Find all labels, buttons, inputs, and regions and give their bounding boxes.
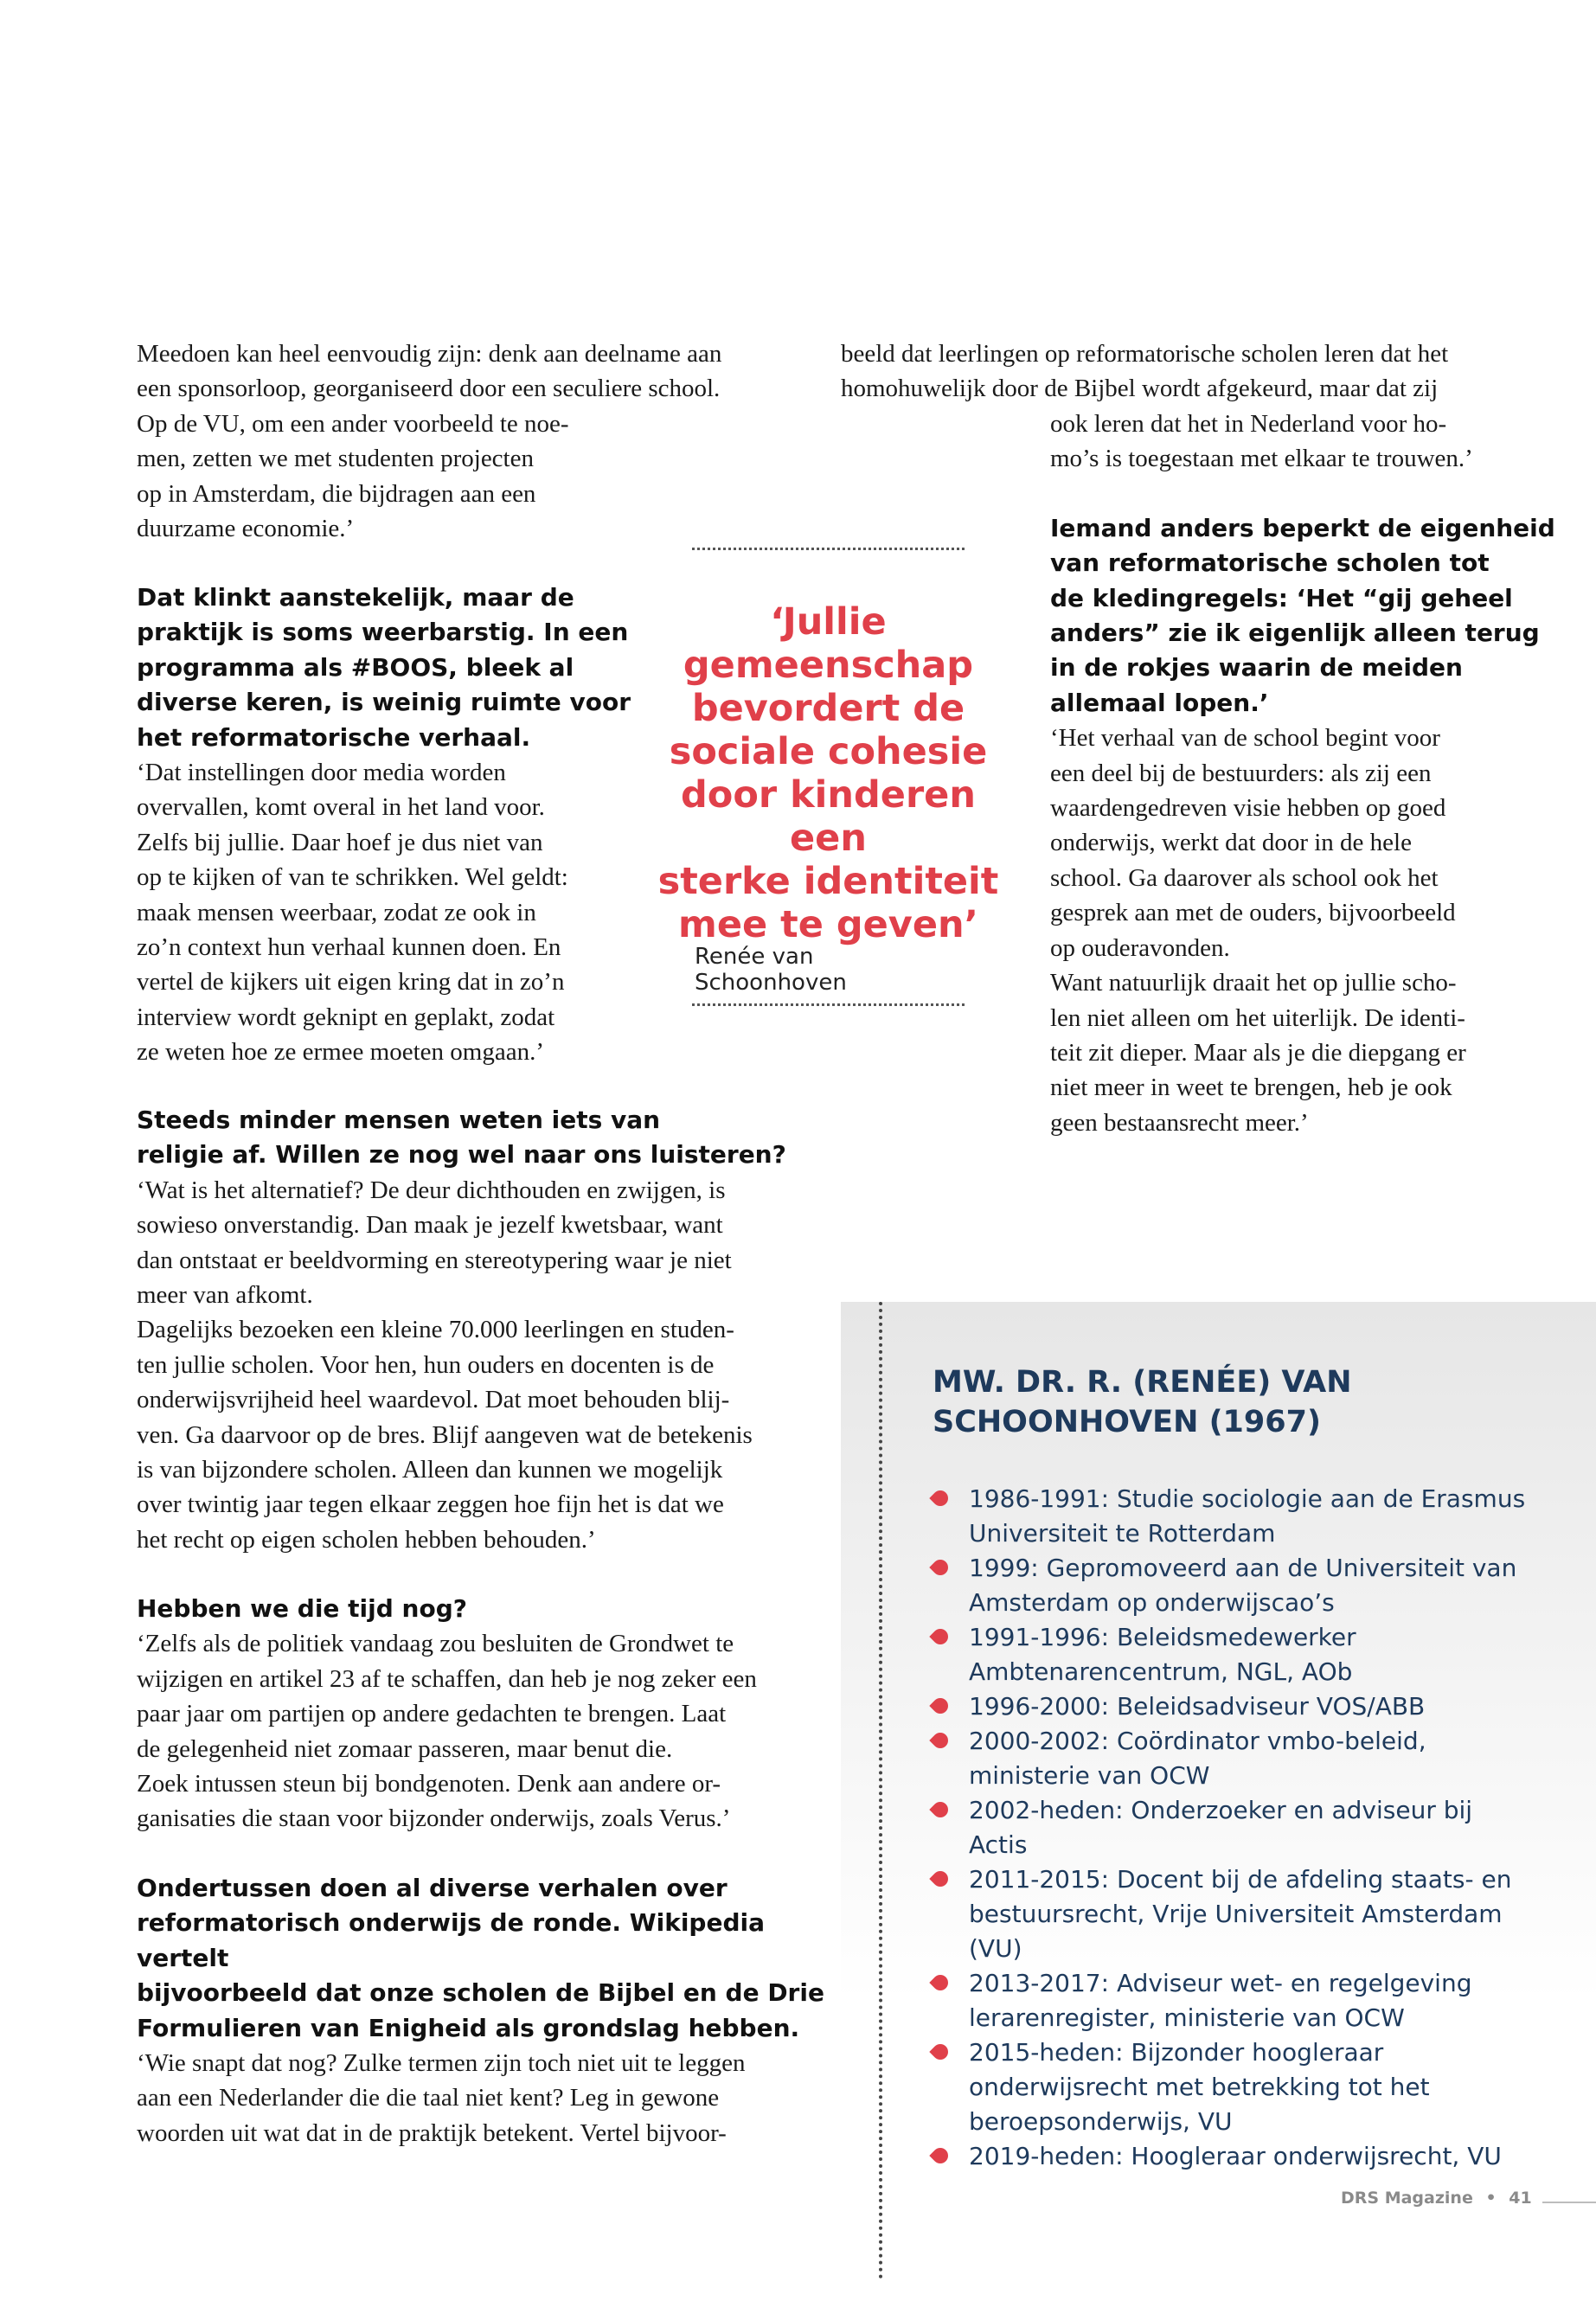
bio-item: 2011-2015: Docent bij de afdeling staats- en bestuursrecht, Vrije Universiteit Amsterdam (VU)	[933, 1862, 1538, 1966]
question-text: Ondertussen doen al diverse verhalen over reformatorisch onderwijs de ronde. Wikipedia vertelt bijvoorbeeld dat onze scholen de Bijbel en de Drie Formulieren van Enigheid als grondslag hebben.	[137, 1874, 824, 2042]
bullet-icon	[929, 1625, 951, 1647]
answer-text: ‘Wie snapt dat nog? Zulke termen zijn toch niet uit te leggen aan een Nederlander die die taal niet kent? Leg in gewone woorden uit wat dat in de praktijk betekent. Vertel bijvoor-	[137, 2049, 746, 2147]
answer-text: ‘Zelfs als de politiek vandaag zou besluiten de Grondwet te wijzigen en artikel 23 af te schaffen, dan heb je nog zeker een paar jaar om partijen op andere gedachten te brengen. Laat de gelegenheid niet zomaar passeren, maar benut die. Zoek intussen steun bij bondgenoten. Denk aan andere or- ganisaties die staan voor bijzonder onderwijs, zoals Verus.’	[137, 1630, 757, 1833]
paragraph-intro: Meedoen kan heel eenvoudig zijn: denk aan deelname aan een sponsorloop, georganiseerd door een seculiere school. Op de VU, om een ander voorbeeld te noe- men, zetten we met studenten projecten op in Amsterdam, die bijdragen aan een duurzame economie.’	[137, 340, 722, 543]
bullet-icon	[929, 1798, 951, 1820]
answer-5: ‘Het verhaal van de school begint voor een deel bij de bestuurders: als zij een waardengedreven visie hebben op goed onderwijs, werkt dat door in de hele school. Ga daarover als school ook het gesprek aan met de ouders, bijvoorbeeld op ouderavonden. Want natuurlijk draait het op jullie scho- len niet alleen om het uiterlijk. De identi- teit zit dieper. Maar als je die diepgang er niet meer in weet te brengen, heb je ook geen bestaansrecht meer.’	[1050, 724, 1466, 1137]
bullet-icon	[929, 1556, 951, 1578]
magazine-name: DRS Magazine	[1341, 2189, 1473, 2208]
bio-divider	[879, 1302, 882, 2279]
bullet-icon	[929, 1868, 951, 1889]
question-2	[137, 1103, 829, 1557]
page-number: 41	[1509, 2189, 1532, 2208]
bullet-icon	[929, 1729, 951, 1751]
page-footer	[1341, 2189, 1532, 2208]
answer-text: ‘Dat instellingen door media worden overvallen, komt overal in het land voor. Zelfs bij jullie. Daar hoef je dus niet van op te kijken of van te schrikken. Wel geldt: maak mensen weerbaar, zodat ze ook in zo’n context hun verhaal kunnen doen. En vertel de kijkers uit eigen kring dat in zo’n interview wordt geknipt en geplakt, zodat ze weten hoe ze ermee moeten omgaan.’	[137, 759, 568, 1067]
pull-quote-text: ‘Jullie gemeenschap bevordert de sociale cohesie door kinderen een sterke identiteit mee te geven’	[657, 600, 999, 946]
bio-item: 2013-2017: Adviseur wet- en regelgeving lerarenregister, ministerie van OCW	[933, 1966, 1538, 2035]
bullet-icon	[929, 2041, 951, 2062]
bio-item: 1996-2000: Beleidsadviseur VOS/ABB	[933, 1689, 1538, 1724]
pull-quote-box	[657, 548, 999, 1006]
pull-quote-author: Renée van Schoonhoven	[695, 944, 847, 996]
question-text: Steeds minder mensen weten iets van religie af. Willen ze nog wel naar ons luisteren?	[137, 1106, 786, 1170]
question-text: Hebben we die tijd nog?	[137, 1594, 467, 1623]
question-3	[137, 1592, 829, 1836]
bio-item: 2015-heden: Bijzonder hoogleraar onderwijsrecht met betrekking tot het beroepsonderwijs, VU	[933, 2035, 1538, 2139]
question-5: Iemand anders beperkt de eigenheid van reformatorische scholen tot de kledingregels: ‘Het “gij geheel anders” zie ik eigenlijk alleen terug in de rokjes waarin de meiden allemaal lopen.’	[1050, 513, 1555, 717]
bullet-icon	[929, 2144, 951, 2166]
continued-paragraph: beeld dat leerlingen op reformatorische scholen leren dat het homohuwelijk door de Bijbel wordt afgekeurd, maar dat zij	[841, 340, 1449, 403]
footer-separator: •	[1485, 2189, 1497, 2208]
bio-list	[933, 1482, 1538, 2174]
footer-rule	[1542, 2202, 1596, 2203]
question-text: Dat klinkt aanstekelijk, maar de praktijk is soms weerbarstig. In een programma als #BOOS, bleek al diverse keren, is weinig ruimte voor het reformatorische verhaal.	[137, 583, 631, 752]
question-4	[137, 1871, 829, 2150]
bio-item: 1986-1991: Studie sociologie aan de Erasmus Universiteit te Rotterdam	[933, 1482, 1538, 1551]
bio-item: 2000-2002: Coördinator vmbo-beleid, ministerie van OCW	[933, 1724, 1538, 1793]
bio-item: 2019-heden: Hoogleraar onderwijsrecht, VU	[933, 2139, 1538, 2174]
bio-item: 1991-1996: Beleidsmedewerker Ambtenarencentrum, NGL, AOb	[933, 1620, 1538, 1689]
right-column-top	[841, 336, 1585, 407]
continued-paragraph-2: ook leren dat het in Nederland voor ho- mo’s is toegestaan met elkaar te trouwen.’	[1050, 410, 1473, 473]
right-column	[1050, 407, 1586, 1140]
bio-item: 1999: Gepromoveerd aan de Universiteit van Amsterdam op onderwijscao’s	[933, 1551, 1538, 1620]
bio-item: 2002-heden: Onderzoeker en adviseur bij Actis	[933, 1793, 1538, 1862]
left-column	[137, 336, 829, 546]
bullet-icon	[929, 1971, 951, 1993]
bio-title: MW. DR. R. (RENÉE) VAN SCHOONHOVEN (1967)	[933, 1365, 1352, 1439]
bullet-icon	[929, 1695, 951, 1716]
bullet-icon	[929, 1487, 951, 1509]
answer-text: ‘Wat is het alternatief? De deur dichthouden en zwijgen, is sowieso onverstandig. Dan maak je jezelf kwetsbaar, want dan ontstaat er beeldvorming en stereotypering waar je niet meer van afkomt. Dagelijks bezoeken een kleine 70.000 leerlingen en studen- ten jullie scholen. Voor hen, hun ouders en docenten is de onderwijsvrijheid heel waardevol. Dat moet behouden blij- ven. Ga daarvoor op de bres. Blijf aangeven wat de betekenis is van bijzondere scholen. Alleen dan kunnen we mogelijk over twintig jaar tegen elkaar zeggen hoe fijn het is dat we het recht op eigen scholen hebben behouden.’	[137, 1176, 753, 1554]
